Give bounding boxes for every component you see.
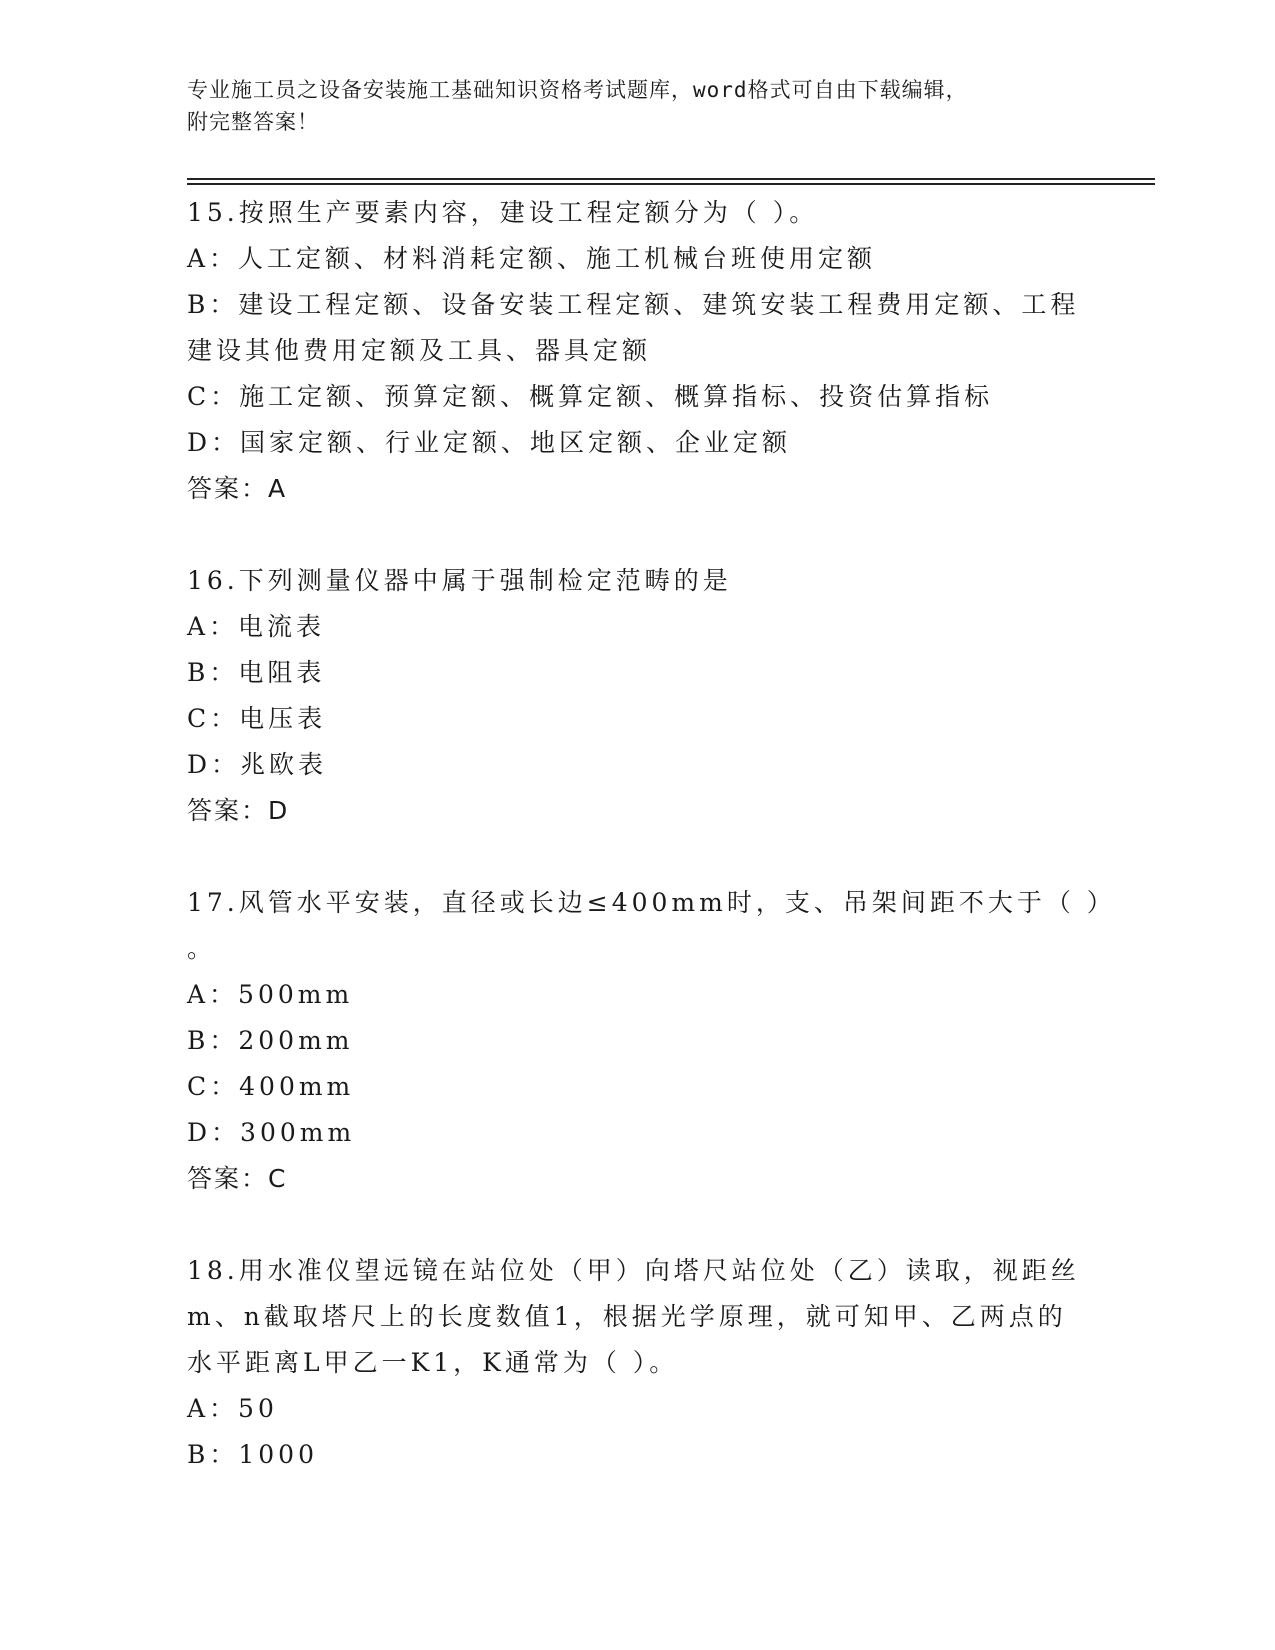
option-b: B：建设工程定额、设备安装工程定额、建筑安装工程费用定额、工程	[187, 290, 1080, 319]
question-15	[187, 190, 1087, 512]
question-stem-continued: 水平距离L甲乙一K1，K通常为（ ）。	[187, 1348, 679, 1377]
question-stem: 17.风管水平安装，直径或长边≤400mm时，支、吊架间距不大于（ ）	[187, 888, 1116, 917]
answer: 答案：A	[187, 474, 288, 503]
question-stem: 16.下列测量仪器中属于强制检定范畴的是	[187, 566, 732, 595]
option-c: C：400mm	[187, 1072, 355, 1101]
header-line-2: 附完整答案！	[187, 110, 319, 134]
document-header	[187, 74, 1087, 138]
option-b-continued: 建设其他费用定额及工具、器具定额	[187, 336, 652, 365]
header-line-1: 专业施工员之设备安装施工基础知识资格考试题库，word格式可自由下载编辑，	[187, 78, 968, 102]
question-16	[187, 558, 1087, 834]
option-b: B：200mm	[187, 1026, 354, 1055]
option-c: C：电压表	[187, 704, 327, 733]
option-d: D：300mm	[187, 1118, 356, 1147]
question-spacer	[187, 834, 1087, 880]
question-list	[187, 190, 1116, 1478]
question-stem-continued: 。	[187, 934, 217, 963]
option-d: D：兆欧表	[187, 750, 328, 779]
question-stem-continued: m、n截取塔尺上的长度数值1，根据光学原理，就可知甲、乙两点的	[187, 1302, 1067, 1331]
option-a: A：电流表	[187, 612, 326, 641]
question-stem: 18.用水准仪望远镜在站位处（甲）向塔尺站位处（乙）读取，视距丝	[187, 1256, 1080, 1285]
option-a: A：500mm	[187, 980, 354, 1009]
option-b: B：电阻表	[187, 658, 326, 687]
question-stem: 15.按照生产要素内容，建设工程定额分为（ ）。	[187, 198, 819, 227]
question-spacer	[187, 512, 1087, 558]
header-rule-bottom	[187, 183, 1155, 185]
header-rule-top	[187, 178, 1155, 180]
question-spacer	[187, 1202, 1087, 1248]
option-b: B：1000	[187, 1440, 318, 1469]
option-a: A：人工定额、材料消耗定额、施工机械台班使用定额	[187, 244, 877, 273]
answer: 答案：C	[187, 1164, 288, 1193]
option-c: C：施工定额、预算定额、概算定额、概算指标、投资估算指标	[187, 382, 994, 411]
question-18	[187, 1248, 1087, 1478]
answer: 答案：D	[187, 796, 290, 825]
option-a: A：50	[187, 1394, 278, 1423]
option-d: D：国家定额、行业定额、地区定额、企业定额	[187, 428, 792, 457]
question-17	[187, 880, 1116, 1202]
